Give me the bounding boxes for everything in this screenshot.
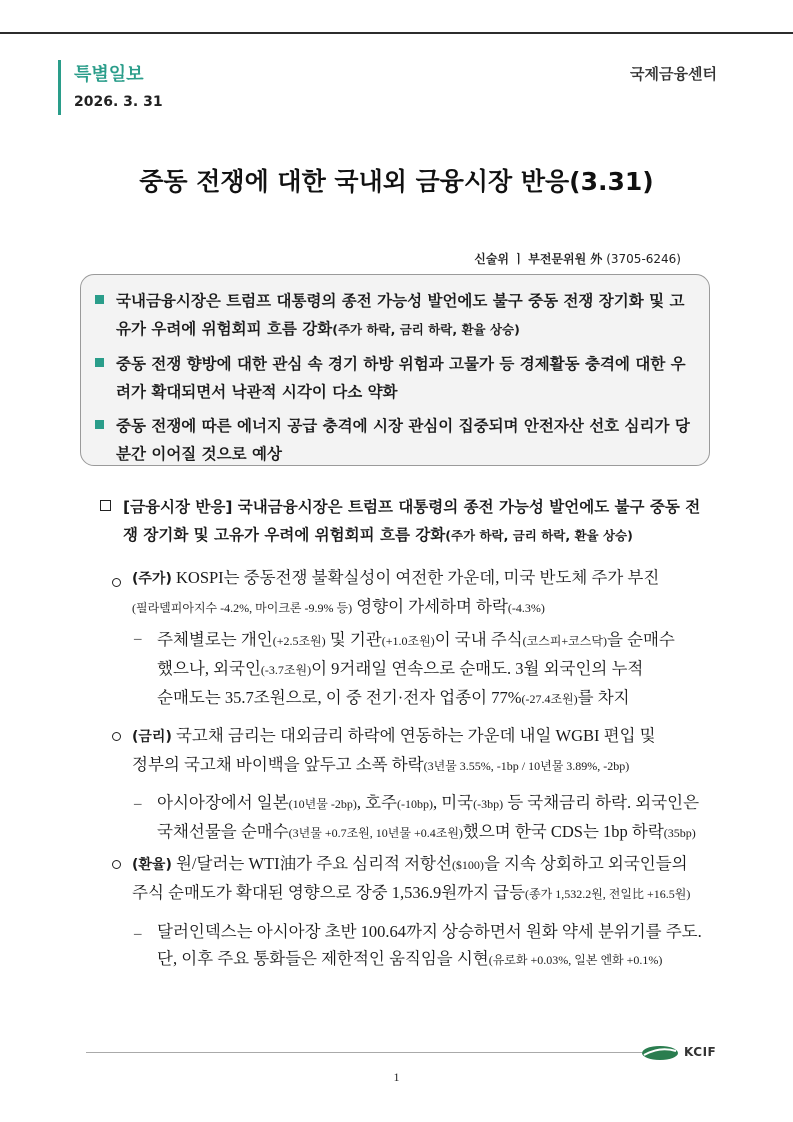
stocks-detail-text: 을 순매수 [606, 630, 675, 649]
stocks-detail-note: (-3.7조원) [260, 663, 312, 677]
fx-label: (환율) [132, 857, 172, 873]
report-type: 특별일보 [74, 64, 144, 85]
stocks-detail-text: 순매도는 35.7조원으로, 이 중 전기·전자 업종이 77% [157, 688, 522, 707]
stocks-detail-note: (코스피+코스닥) [522, 634, 607, 648]
fx-text: 주식 순매도가 확대된 영향으로 장중 1,536.9원까지 급등 [132, 883, 526, 902]
fx-text: 원/달러는 WTI油가 주요 심리적 저항선 [175, 854, 452, 873]
summary-text: 국내금융시장은 트럼프 대통령의 종전 가능성 발언에도 불구 중동 전쟁 장기화 및 고유가 우려에 위험회피 흐름 강화 [116, 292, 685, 338]
header-accent-bar [58, 60, 61, 115]
square-bullet-icon [95, 295, 104, 304]
rates-detail-text: 등 국채금리 하락. 외국인은 [507, 793, 700, 812]
fx-detail-text: 단, 이후 주요 통화들은 제한적인 움직임을 시현 [157, 949, 489, 968]
dash-bullet-icon: – [134, 631, 142, 647]
report-date: 2026. 3. 31 [74, 94, 163, 110]
author-name: 신술위 [474, 252, 509, 266]
summary-note: (주가 하락, 금리 하락, 환율 상승) [332, 322, 520, 337]
rates-detail-note: (3년물 +0.7조원, 10년물 +0.4조원) [288, 826, 463, 840]
checkbox-bullet-icon [100, 500, 111, 511]
summary-text: 중동 전쟁 향방에 대한 관심 속 경기 하방 위험과 고물가 등 경제활동 충격에 대한 우려가 확대되면서 낙관적 시각이 다소 약화 [116, 355, 686, 401]
rates-detail-text: , 미국 [432, 793, 474, 812]
fx-text: 을 지속 상회하고 외국인들의 [483, 854, 688, 873]
stocks-detail-note: (+2.5조원) [272, 634, 326, 648]
fx-detail-text: 달러인덱스는 아시아장 초반 100.64까지 상승하면서 원화 약세 분위기를 주도. [157, 922, 702, 941]
square-bullet-icon [95, 358, 104, 367]
stocks-detail [157, 626, 702, 713]
summary-text: 중동 전쟁에 따른 에너지 공급 충격에 시장 관심이 집중되며 안전자산 선호 심리가 당분간 이어질 것으로 예상 [116, 417, 690, 463]
stocks-detail-text: 주체별로는 개인 [157, 630, 273, 649]
stocks-detail-text: 했으나, 외국인 [157, 659, 261, 678]
organization-name: 국제금융센터 [630, 65, 717, 83]
section-heading-note: (주가 하락, 금리 하락, 환율 상승) [445, 528, 633, 543]
summary-item [95, 350, 695, 406]
rates-line2-note: (3년물 3.55%, -1bp / 10년물 3.89%, -2bp) [423, 759, 630, 773]
section-heading-text: [금융시장 반응] 국내금융시장은 트럼프 대통령의 종전 가능성 발언에도 불구 중동 전쟁 장기화 및 고유가 우려에 위험회피 흐름 강화 [123, 498, 701, 544]
fx-paragraph [132, 850, 702, 908]
stocks-detail-text: 및 기관 [329, 630, 382, 649]
page-title: 중동 전쟁에 대한 국내외 금융시장 반응(3.31) [139, 167, 654, 196]
rates-detail-note: (-10bp) [396, 797, 433, 811]
rates-detail-note: (10년물 -2bp) [288, 797, 357, 811]
rates-detail-text: 국채선물을 순매수 [157, 822, 289, 841]
author-phone: (3705-6246) [606, 252, 681, 266]
rates-label: (금리) [132, 729, 172, 745]
fx-note: (종가 1,532.2원, 전일比 +16.5원) [525, 887, 691, 901]
square-bullet-icon [95, 420, 104, 429]
stocks-paragraph [132, 564, 702, 622]
kcif-logo-icon [640, 1044, 680, 1062]
author-line [474, 250, 681, 267]
summary-item [95, 287, 695, 344]
stocks-line1: KOSPI는 중동전쟁 불확실성이 여전한 가운데, 미국 반도체 주가 부진 [175, 568, 660, 587]
author-separator: ㅣ [512, 252, 525, 266]
stocks-detail-text: 를 차지 [577, 688, 630, 707]
stocks-detail-text: 이 9거래일 연속으로 순매도. 3월 외국인의 누적 [311, 659, 644, 678]
rates-detail-text: 아시아장에서 일본 [157, 793, 289, 812]
stocks-detail-text: 이 국내 주식 [434, 630, 523, 649]
rates-detail-note: (-3bp) [473, 797, 504, 811]
rates-detail [157, 789, 702, 847]
rates-line1: 국고채 금리는 대외금리 하락에 연동하는 가운데 내일 WGBI 편입 및 [175, 726, 656, 745]
stocks-detail-note: (-27.4조원) [521, 692, 578, 706]
circle-bullet-icon [112, 860, 121, 869]
stocks-line2-end: (-4.3%) [507, 601, 545, 615]
top-rule [0, 32, 793, 34]
circle-bullet-icon [112, 732, 121, 741]
dash-bullet-icon: – [134, 796, 142, 812]
rates-detail-text: 했으며 한국 CDS는 1bp 하락 [462, 822, 664, 841]
footer-logo-text: KCIF [684, 1045, 717, 1059]
section-heading [100, 493, 710, 550]
footer-rule [86, 1052, 642, 1053]
rates-paragraph [132, 722, 702, 780]
stocks-line2-small: (필라델피아지수 -4.2%, 마이크론 -9.9% 등) [132, 601, 353, 615]
circle-bullet-icon [112, 578, 121, 587]
dash-bullet-icon: – [134, 926, 142, 942]
fx-note: ($100) [451, 858, 484, 872]
rates-detail-text: , 호주 [356, 793, 397, 812]
rates-line2: 정부의 국고채 바이백을 앞두고 소폭 하락 [132, 755, 424, 774]
fx-detail-note: (유로화 +0.03%, 일본 엔화 +0.1%) [488, 953, 663, 967]
summary-item [95, 412, 695, 468]
page-number: 1 [393, 1070, 400, 1084]
stocks-label: (주가) [132, 571, 172, 587]
stocks-detail-note: (+1.0조원) [381, 634, 435, 648]
stocks-line2-rest: 영향이 가세하며 하락 [356, 597, 508, 616]
summary-box [80, 274, 710, 466]
author-rest: 부전문위원 外 [528, 252, 603, 266]
rates-detail-note: (35bp) [663, 826, 696, 840]
fx-detail [157, 918, 702, 974]
